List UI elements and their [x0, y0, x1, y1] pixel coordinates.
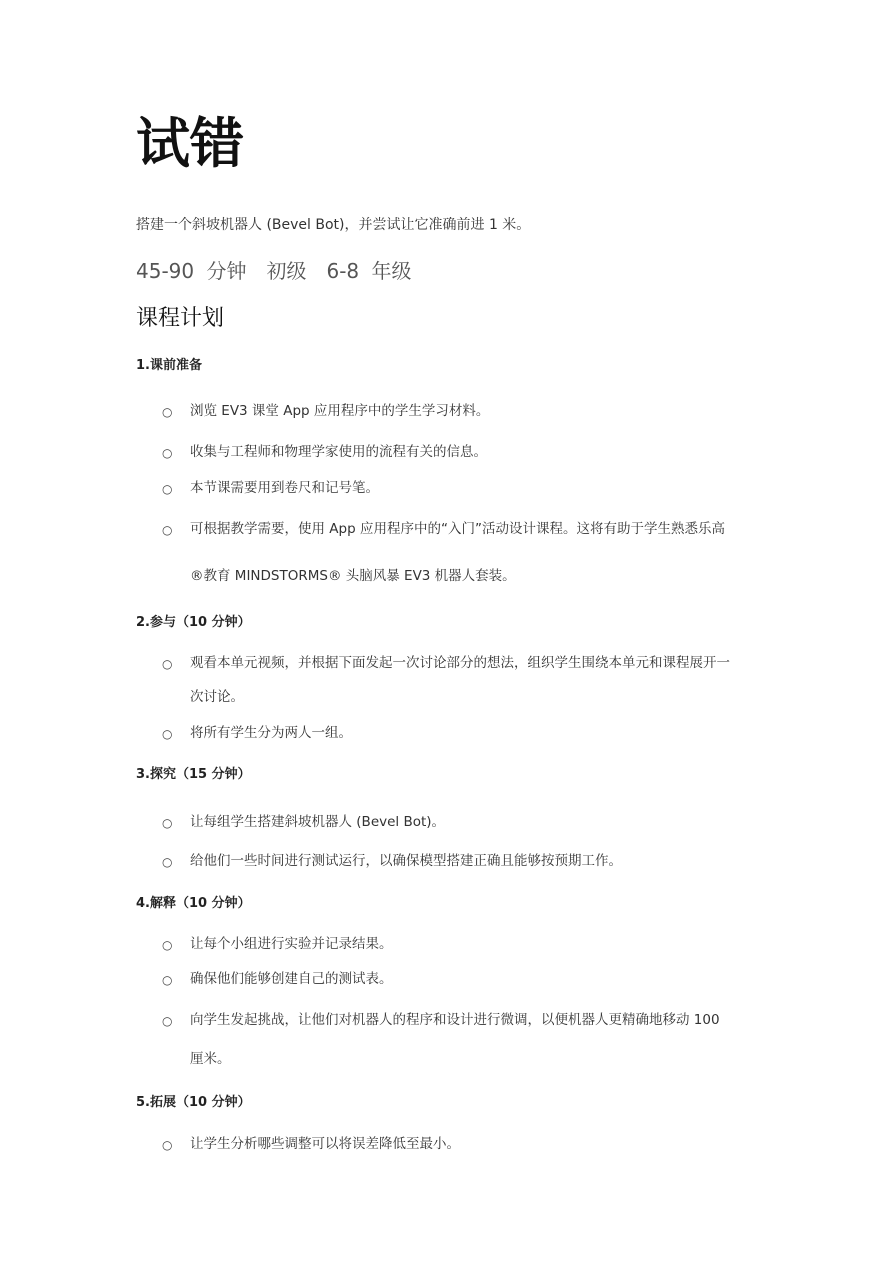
- list-item-continuation: 厘米。: [190, 1051, 231, 1067]
- list-item: 可根据教学需要，使用 App 应用程序中的“入门”活动设计课程。这将有助于学生熟悉乐高: [190, 521, 725, 537]
- list-item: 给他们一些时间进行测试运行，以确保模型搭建正确且能够按预期工作。: [190, 853, 622, 869]
- plan-heading: 课程计划: [136, 306, 225, 331]
- section-heading: 4.解释（10 分钟）: [136, 896, 251, 911]
- bullet-icon: ○: [162, 973, 173, 987]
- bullet-icon: ○: [162, 446, 173, 460]
- bullet-icon: ○: [162, 938, 173, 952]
- bullet-icon: ○: [162, 727, 173, 741]
- list-item: 收集与工程师和物理学家使用的流程有关的信息。: [190, 444, 487, 460]
- lesson-meta: 45-90 分钟 初级 6-8 年级: [136, 259, 412, 283]
- bullet-icon: ○: [162, 482, 173, 496]
- bullet-icon: ○: [162, 855, 173, 869]
- list-item: 浏览 EV3 课堂 App 应用程序中的学生学习材料。: [190, 403, 490, 419]
- section-heading: 3.探究（15 分钟）: [136, 767, 251, 782]
- bullet-icon: ○: [162, 1138, 173, 1152]
- bullet-icon: ○: [162, 523, 173, 537]
- subtitle: 搭建一个斜坡机器人 (Bevel Bot)，并尝试让它准确前进 1 米。: [136, 217, 531, 233]
- bullet-icon: ○: [162, 1014, 173, 1028]
- bullet-icon: ○: [162, 816, 173, 830]
- list-item-continuation: ®教育 MINDSTORMS® 头脑风暴 EV3 机器人套装。: [190, 568, 516, 584]
- section-heading: 2.参与（10 分钟）: [136, 615, 251, 630]
- list-item: 向学生发起挑战，让他们对机器人的程序和设计进行微调，以便机器人更精确地移动 100: [190, 1012, 720, 1028]
- document-title: 试错: [136, 111, 244, 175]
- bullet-icon: ○: [162, 405, 173, 419]
- list-item-continuation: 次讨论。: [190, 689, 244, 705]
- list-item: 将所有学生分为两人一组。: [190, 725, 352, 741]
- list-item: 确保他们能够创建自己的测试表。: [190, 971, 393, 987]
- list-item: 让每组学生搭建斜坡机器人 (Bevel Bot)。: [190, 814, 446, 830]
- list-item: 让每个小组进行实验并记录结果。: [190, 936, 393, 952]
- section-heading: 1.课前准备: [136, 358, 202, 373]
- list-item: 本节课需要用到卷尺和记号笔。: [190, 480, 379, 496]
- bullet-icon: ○: [162, 657, 173, 671]
- list-item: 让学生分析哪些调整可以将误差降低至最小。: [190, 1136, 460, 1152]
- section-heading: 5.拓展（10 分钟）: [136, 1095, 251, 1110]
- list-item: 观看本单元视频，并根据下面发起一次讨论部分的想法，组织学生围绕本单元和课程展开一: [190, 655, 730, 671]
